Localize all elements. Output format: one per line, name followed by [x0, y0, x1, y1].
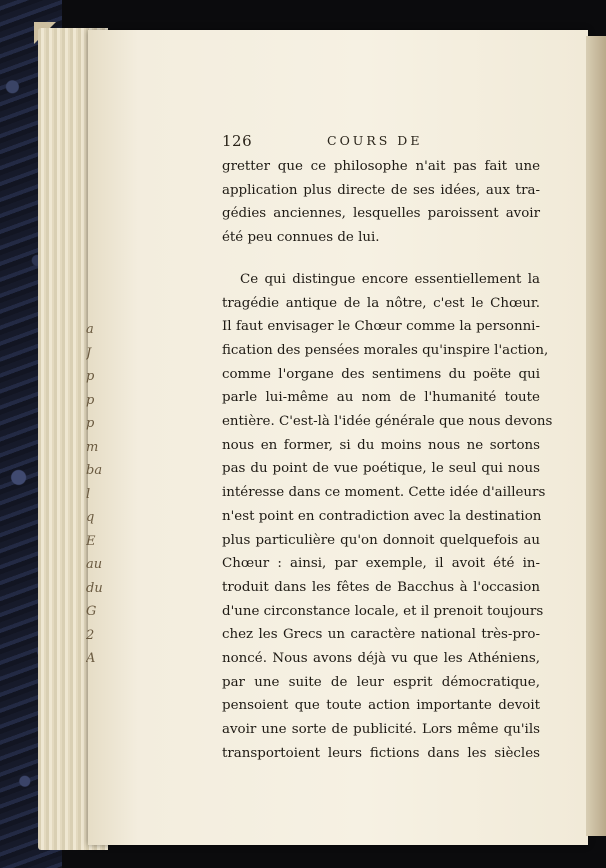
margin-note: p — [86, 416, 95, 431]
text-line: troduit dans les fêtes de Bacchus à l'occasion — [222, 579, 540, 595]
margin-note: p — [86, 369, 95, 384]
text-line: Ce qui distingue encore essentiellement la — [240, 271, 540, 287]
margin-note: m — [86, 439, 99, 455]
text-line: fication des pensées morales qu'inspire l'action, — [222, 342, 549, 358]
margin-note: a — [86, 322, 94, 337]
text-line: comme l'organe des sentimens du poëte qui — [222, 366, 540, 382]
margin-note: q — [86, 510, 95, 525]
text-line: n'est point en contradiction avec la destination — [222, 508, 542, 524]
running-head: COURS DE — [327, 133, 423, 148]
text-line: transportoient leurs fictions dans les siècles — [222, 745, 540, 761]
margin-note: G — [86, 604, 97, 619]
page-header — [222, 132, 540, 154]
text-line: gretter que ce philosophe n'ait pas fait une — [222, 159, 540, 174]
text-line: Chœur : ainsi, par exemple, il avoit été in- — [222, 556, 540, 572]
text-line: avoir une sorte de publicité. Lors même qu'ils — [222, 722, 540, 738]
text-line: été peu connues de lui. — [222, 230, 380, 246]
text-line: noncé. Nous avons déjà vu que les Athéniens, — [222, 651, 540, 666]
text-line: Il faut envisager le Chœur comme la personni- — [222, 319, 540, 335]
text-line: intéresse dans ce moment. Cette idée d'ailleurs — [222, 485, 546, 501]
text-line: parle lui-même au nom de l'humanité toute — [222, 390, 540, 406]
text-line: pas du point de vue poétique, le seul qui nous — [222, 461, 540, 477]
facing-page-edge — [586, 36, 606, 836]
text-line: plus particulière qu'on donnoit quelquefois au — [222, 532, 540, 548]
margin-note: 2 — [86, 627, 95, 643]
margin-note: l — [86, 486, 91, 502]
margin-note: A — [86, 651, 96, 666]
text-line: par une suite de leur esprit démocratique, — [222, 674, 540, 690]
margin-note: ba — [86, 463, 103, 478]
margin-note: au — [86, 557, 103, 572]
text-line: chez les Grecs un caractère national très-pro- — [222, 627, 540, 643]
text-line: application plus directe de ses idées, aux tra- — [222, 182, 540, 198]
margin-note: E — [86, 533, 96, 549]
margin-note: p — [86, 392, 95, 408]
page-number: 126 — [222, 132, 253, 150]
margin-note: du — [86, 580, 103, 596]
text-line: nous en former, si du moins nous ne sortons — [222, 437, 540, 453]
text-line: entière. C'est-là l'idée générale que nous devons — [222, 414, 553, 429]
text-line: pensoient que toute action importante devoit — [222, 698, 540, 714]
margin-note: J — [86, 345, 92, 361]
handwritten-margin-notes — [86, 318, 112, 671]
text-line: d'une circonstance locale, et il prenoit toujours — [222, 603, 544, 619]
text-line: gédies anciennes, lesquelles paroissent avoir — [222, 206, 540, 222]
text-line: tragédie antique de la nôtre, c'est le Chœur. — [222, 295, 540, 311]
